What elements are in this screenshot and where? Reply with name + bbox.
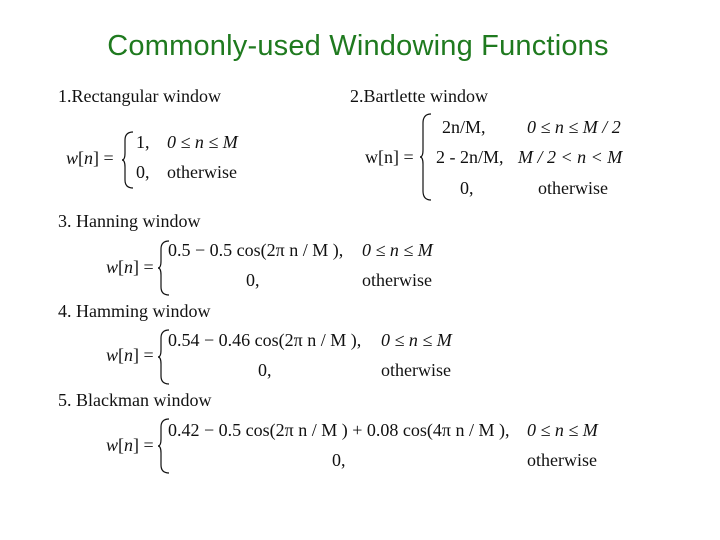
case-cond: 0 ≤ n ≤ M: [381, 330, 452, 350]
case-expr: 1,: [136, 132, 150, 152]
case-expr: 2n/M,: [442, 117, 486, 137]
case-cond: otherwise: [381, 360, 451, 380]
section-heading-blackman: 5. Blackman window: [58, 390, 212, 410]
case-expr: 0,: [332, 450, 346, 470]
formula-lhs: w[n] =: [365, 147, 414, 167]
left-brace-icon: [121, 131, 135, 189]
section-heading-bartlette: 2.Bartlette window: [350, 86, 488, 106]
section-heading-hanning: 3. Hanning window: [58, 211, 201, 231]
section-heading-hamming: 4. Hamming window: [58, 301, 211, 321]
case-cond: 0 ≤ n ≤ M: [527, 420, 598, 440]
section-heading-rectangular: 1.Rectangular window: [58, 86, 221, 106]
case-expr: 0,: [258, 360, 272, 380]
case-cond: otherwise: [527, 450, 597, 470]
case-cond: M / 2 < n < M: [518, 147, 623, 167]
case-expr: 0.5 − 0.5 cos(2π n / M ),: [168, 240, 344, 260]
case-expr: 0,: [246, 270, 260, 290]
formula-lhs: w[n] =: [66, 148, 114, 168]
case-expr: 2 - 2n/M,: [436, 147, 504, 167]
case-cond: otherwise: [362, 270, 432, 290]
case-cond: 0 ≤ n ≤ M: [167, 132, 238, 152]
case-cond: 0 ≤ n ≤ M: [362, 240, 433, 260]
case-cond: 0 ≤ n ≤ M / 2: [527, 117, 621, 137]
case-cond: otherwise: [538, 178, 608, 198]
case-expr: 0.42 − 0.5 cos(2π n / M ) + 0.08 cos(4π n / M ),: [168, 420, 510, 440]
case-expr: 0.54 − 0.46 cos(2π n / M ),: [168, 330, 362, 350]
formula-lhs: w[n] =: [106, 435, 154, 455]
case-expr: 0,: [460, 178, 474, 198]
slide-title: Commonly-used Windowing Functions: [107, 30, 609, 62]
case-cond: otherwise: [167, 162, 237, 182]
formula-lhs: w[n] =: [106, 345, 154, 365]
left-brace-icon: [419, 113, 433, 201]
case-expr: 0,: [136, 162, 150, 182]
formula-lhs: w[n] =: [106, 257, 154, 277]
